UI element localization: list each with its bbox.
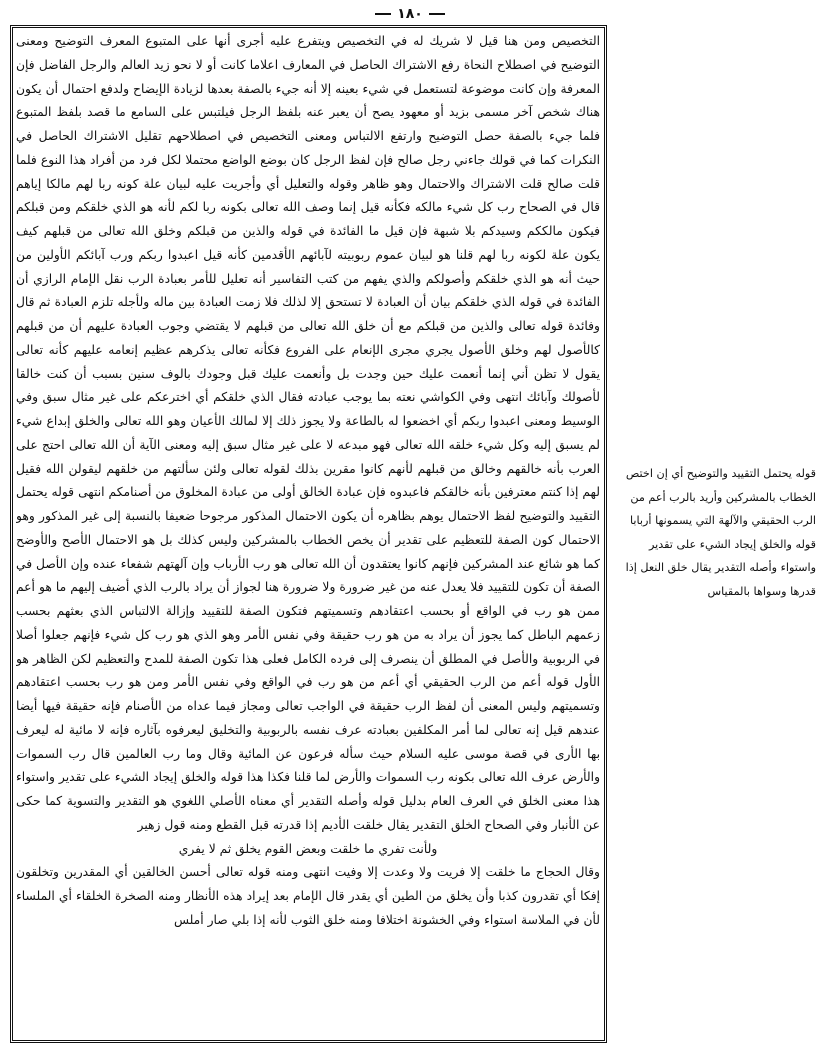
poem-line: ولأنت تفري ما خلقت وبعض القوم يخلق ثم لا يفري (178, 841, 438, 856)
margin-note: قوله يحتمل التقييد والتوضيح أي إن اختص الخطاب بالمشركين وأريد بالرب أعم من الرب الحقيقي والآلهة التي يسمونها أربابا قوله والخلق إيجاد الشيء على تقدير واستواء وأصله التقدير يقال خلق النعل إذا قدرها وسواها بالمقياس (625, 467, 816, 598)
paragraph: التخصيص ومن هنا قيل لا شريك له في التخصيص ويتفرع عليه أجرى أنها على المتبوع المعرف التوضيح ومعنى التوضيح في اصطلاح النحاة رفع الاشتراك الحاصل في المعارف اعلاما كانت أو لا نحو زيد العالم والرجل الفاضل فإن المعرفة وإن كانت موضوعة لتستعمل في شيء بعينه إلا أنه جيء بالصفة بعدها لزيادة الإيضاح ولدفع احتمال أن يكون هناك شخص آخر مسمى بزيد أو معهود يصح أن يعبر عنه بلفظ الرجل فيلتبس على السامع ما قصد بلفظ المتبوع فلما جيء بالصفة حصل التوضيح وارتفع الالتباس ومعنى التخصيص في اصطلاحهم تقليل الاشتراك الحاصل في النكرات كما في قولك جاءني رجل صالح فإن لفظ الرجل كان بوضع الواضع محتملا لكل فرد من أفراد هذا النوع فلما قلت صالح قلت الاشتراك والاحتمال وهو ظاهر وقوله والتعليل أي وأجريت عليه لبيان علة كونه ربا لهم مالكا إياهم قال في الصحاح رب كل شيء مالكه فكأنه قيل إنما وصف الله تعالى بكونه ربا لكم لأنه هو الذي خلقكم ومن قبلكم فيكون مالككم وسيدكم بلا شبهة فإن قيل ما الفائدة في قوله والذين من قبلكم وخلق الله تعالى من قبلهم كيف يكون علة لكونه ربا لهم قلنا هو لبيان عموم ربوبيته لآبائهم الأقدمين كأنه قيل اعبدوا ربكم ورب آبائكم الأولين من حيث أنه هو الذي خلقكم وأصولكم والذي يفهم من كتب التفاسير أنه تعليل للأمر بعبادة الرب نقل الإمام الرازي أن الفائدة في قوله الذي خلقكم بيان أن العبادة لا تستحق إلا لذلك فلا زمت العبادة بين ماله ولأجله تلزم العبادة ثم قال وفائدة قوله تعالى والذين من قبلكم مع أن خلق الله تعالى من قبلهم لا يقتضي وجوب العبادة عليهم أن من قبلهم كالأصول لهم وخلق الأصول يجري مجرى الإنعام على الفروع فكأنه تعالى يذكرهم عظيم إنعامه عليهم كأنه تعالى يقول لا تظن أني إنما أنعمت عليك حين وجدت بل وأنعمت عليك قبل وجودك بالوف سنين بسبب أن كنت خالقا لأصولك وآبائك انتهى وفي الكواشي نعته بما يوجب عبادته فقال الذي خلقكم أي اخترعكم على غير مثال سبق وفي الوسيط ومعنى اعبدوا ربكم أي اخضعوا له بالطاعة ولا يجوز ذلك إلا لمالك الأعيان وهو الله تعالى والخلق إبداع شيء لم يسبق إليه وكل شيء خلقه الله تعالى فهو مبدعه لا على غير مثال سبق إليه ومعنى الآية أن الله تعالى احتج على العرب بأنه خالقهم وخالق من قبلهم لأنهم كانوا مقرين بذلك لقوله تعالى ولئن سألتهم من خلقهم ليقولن الله فقيل لهم إذا كنتم معترفين بأنه خالقكم فاعبدوه فإن عبادة الخالق أولى من عبادة المخلوق من أصنامكم انتهى (16, 34, 600, 500)
paragraph: قوله يحتمل التقييد والتوضيح لفظ الاحتمال يوهم بظاهره أن يكون الاحتمال المذكور مرجوحا ضعيفا بالنسبة إلى غير المذكور وهو الاحتمال كون الصفة للتعظيم على تقدير أن يخص الخطاب بالمشركين وليس كذلك بل هو الاحتمال الأصح والأوضح كما هو شائع عند المشركين فإنهم كانوا يعتقدون أن الله تعالى هو رب الأرباب وإن آلهتهم شفعاء عنده وإن الأصل في الصفة أن تكون للتقييد فلا يعدل عنه من غير ضرورة ولا ضرورة هنا لجواز أن يراد بالرب الذي أضيف إليهم ما هو أعم ممن هو رب في الواقع أو بحسب اعتقادهم وتسميتهم فتكون الصفة للتقييد وإزالة الالتباس الذي بعثهم بحسب زعمهم الباطل كما يجوز أن يراد به من هو رب حقيقة وفي نفس الأمر وهو الذي هو رب كل شيء فإنهم جعلوا أصلا في الربوبية والأصل في المطلق أن ينصرف إلى فرده الكامل فعلى هذا تكون الصفة للمدح والتعظيم لكن الظاهر هو الأول (16, 485, 600, 690)
paragraph: وقال الحجاج ما خلقت إلا فريت ولا وعدت إلا وفيت انتهى ومنه قوله تعالى أحسن الخالقين أي المقدرين وتخلقون إفكا أي تقدرون كذبا وأن يخلق من الطين أي يقدر قال الإمام بعد إيراد هذه الأنظار ومنه الصخرة الخلقاء أي الملساء لأن في الملاسة استواء وفي الخشونة اختلافا ومنه خلق الثوب لأنه إذا بلي صار أملس (16, 865, 600, 927)
paragraph: قوله والخلق إيجاد الشيء على تقدير واستواء هذا معنى الخلق في العرف العام بدليل قوله وأصله التقدير أي معناه الأصلي اللغوي هو التقدير والتسوية كما حكى عن الأنبار وفي الصحاح الخلق التقدير يقال خلقت الأديم إذا قدرته قبل القطع ومنه قول زهير (16, 770, 600, 832)
main-text-block (16, 30, 600, 1038)
page-number-text: ۱۸۰ (397, 6, 423, 22)
ornament-right (429, 13, 445, 15)
page-number (0, 4, 820, 24)
paragraph: قوله أعم من الرب الحقيقي أي أعم من هو رب في الواقع وفي نفس الأمر ومن هو رب بحسب اعتقادهم وتسميتهم وليس المعنى أن لفظ الرب حقيقة في الواجب تعالى ومجاز فيما عداه من الأصنام فإنه حقيقة فيها أيضا عندهم قيل إنه تعالى لما أمر المكلفين بعبادته عرف نفسه بالربوبية والتخليق ليعرفوه بآثاره فإنه لا مائية له ليعرف بها الأرى في قصة موسى عليه السلام حيث سأله فرعون عن المائية وقال وما رب العالمين قال رب السموات والأرض عرف الله تعالى بكونه رب السموات والأرض لما قلنا فكذا هذا (16, 675, 600, 785)
ornament-left (375, 13, 391, 15)
